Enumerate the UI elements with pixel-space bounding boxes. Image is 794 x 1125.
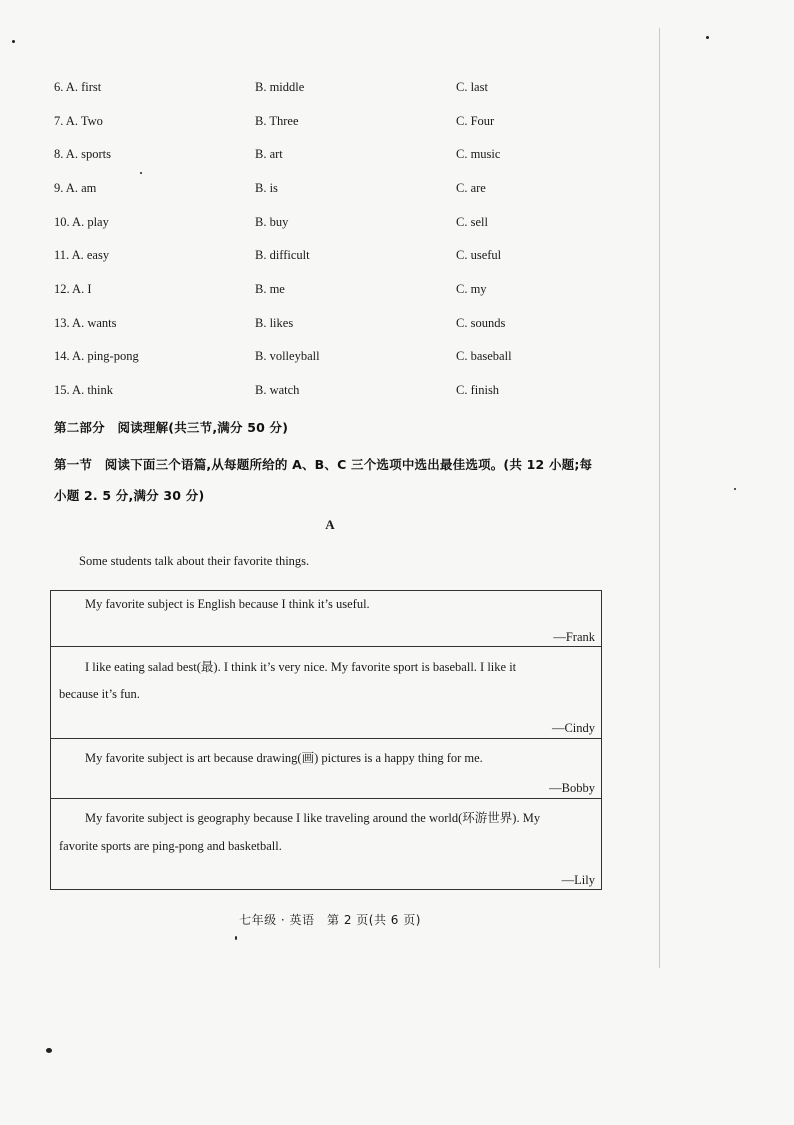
option-b: B. Three — [255, 114, 299, 128]
entry-signature: —Lily — [561, 873, 595, 887]
scan-speck — [734, 488, 736, 490]
option-row — [0, 248, 660, 266]
option-c: C. music — [456, 147, 501, 161]
option-b: B. buy — [255, 215, 289, 229]
entry-text: because it’s fun. — [59, 687, 140, 701]
option-row — [0, 215, 660, 233]
entry-text: My favorite subject is art because drawing(画) pictures is a happy thing for me. — [85, 751, 483, 765]
option-row — [0, 114, 660, 132]
option-b: B. is — [255, 181, 278, 195]
option-row — [0, 349, 660, 367]
option-a: 14. A. ping-pong — [54, 349, 139, 363]
passage-label: A — [325, 517, 335, 532]
scan-speck — [235, 936, 237, 940]
option-a: 7. A. Two — [54, 114, 103, 128]
option-a: 10. A. play — [54, 215, 109, 229]
option-b: B. volleyball — [255, 349, 320, 363]
entry-signature: —Frank — [553, 630, 595, 644]
scan-speck — [46, 1048, 52, 1053]
option-b: B. art — [255, 147, 283, 161]
option-c: C. sounds — [456, 316, 506, 330]
passage-table — [50, 590, 602, 890]
option-row — [0, 282, 660, 300]
option-b: B. me — [255, 282, 285, 296]
option-b: B. middle — [255, 80, 305, 94]
option-row — [0, 316, 660, 334]
entry-text: I like eating salad best(最). I think it’s very nice. My favorite sport is baseball. I like it — [85, 660, 517, 674]
option-b: B. likes — [255, 316, 294, 330]
section-one-instruction-cont: 小题 2. 5 分,满分 30 分) — [54, 488, 205, 503]
entry-signature: —Cindy — [551, 721, 595, 735]
option-c: C. sell — [456, 215, 488, 229]
option-c: C. finish — [456, 383, 500, 397]
table-row — [51, 799, 601, 889]
section-one-instruction: 第一节 阅读下面三个语篇,从每题所给的 A、B、C 三个选项中选出最佳选项。(共 12 小题;每 — [54, 457, 593, 472]
page-edge-shadow — [659, 28, 660, 968]
option-a: 8. A. sports — [54, 147, 111, 161]
scan-speck — [12, 40, 15, 43]
scan-speck — [706, 36, 709, 39]
table-row — [51, 647, 601, 739]
passage-intro: Some students talk about their favorite things. — [79, 554, 310, 568]
option-row — [0, 80, 660, 98]
table-row — [51, 591, 601, 647]
entry-text: My favorite subject is geography because I like traveling around the world(环游世界). My — [85, 811, 541, 825]
entry-text: My favorite subject is English because I think it’s useful. — [85, 597, 370, 611]
option-b: B. difficult — [255, 248, 310, 262]
option-a: 11. A. easy — [54, 248, 110, 262]
option-a: 12. A. I — [54, 282, 92, 296]
option-c: C. Four — [456, 114, 495, 128]
scan-speck — [140, 172, 142, 174]
option-a: 6. A. first — [54, 80, 102, 94]
option-a: 13. A. wants — [54, 316, 117, 330]
entry-signature: —Bobby — [549, 781, 595, 795]
option-c: C. last — [456, 80, 488, 94]
entry-text: favorite sports are ping-pong and basketball. — [59, 839, 282, 853]
option-c: C. useful — [456, 248, 502, 262]
page-footer: 七年级 · 英语 第 2 页(共 6 页) — [239, 913, 421, 927]
option-row — [0, 383, 660, 401]
option-a: 9. A. am — [54, 181, 97, 195]
option-c: C. are — [456, 181, 486, 195]
table-row — [51, 739, 601, 799]
option-b: B. watch — [255, 383, 300, 397]
part-two-heading: 第二部分 阅读理解(共三节,满分 50 分) — [54, 420, 289, 435]
option-c: C. baseball — [456, 349, 512, 363]
option-c: C. my — [456, 282, 487, 296]
option-row — [0, 181, 660, 199]
option-a: 15. A. think — [54, 383, 114, 397]
option-row — [0, 147, 660, 165]
